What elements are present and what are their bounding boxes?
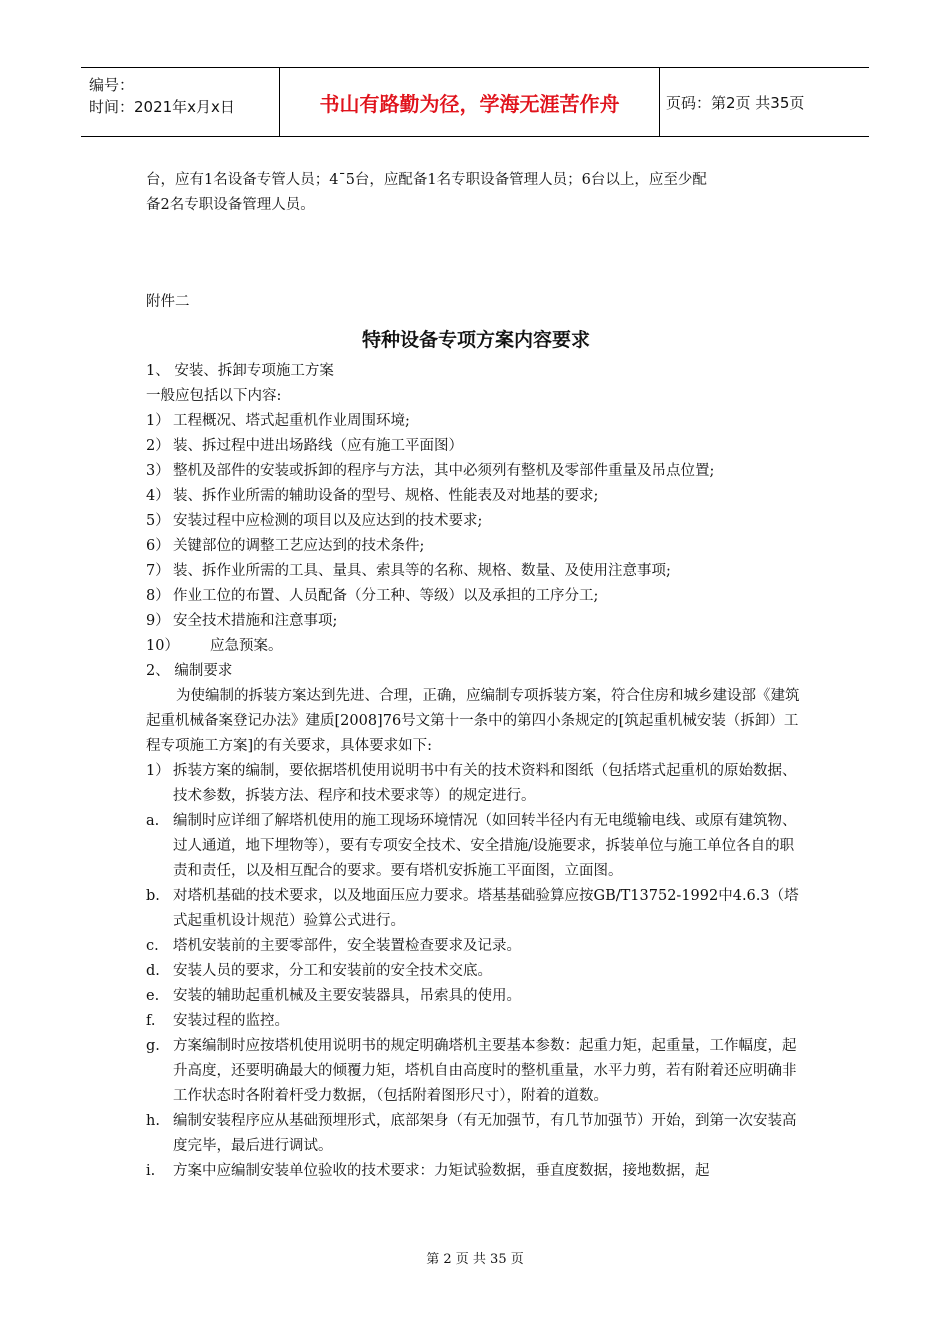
list-item xyxy=(146,759,806,809)
header-page-number: 页码：第2页 共35页 xyxy=(666,93,805,112)
list-item-text: 安装过程的监控。 xyxy=(173,1013,289,1029)
list-item-text: 装、拆作业所需的辅助设备的型号、规格、性能表及对地基的要求; xyxy=(173,488,599,504)
list-item-text: 方案中应编制安装单位验收的技术要求：力矩试验数据，垂直度数据，接地数据，起 xyxy=(173,1163,710,1179)
motto-text: 书山有路勤为径，学海无涯苦作舟 xyxy=(319,91,620,116)
list-item xyxy=(146,459,806,484)
list-item xyxy=(146,434,806,459)
list-item xyxy=(146,634,806,659)
list-item-number: 3） xyxy=(146,463,170,479)
list-item xyxy=(146,884,806,934)
section-1-list xyxy=(146,409,806,659)
list-item-number: f. xyxy=(146,1013,156,1029)
list-item xyxy=(146,959,806,984)
list-item xyxy=(146,559,806,584)
list-item-text: 装、拆过程中进出场路线（应有施工平面图） xyxy=(173,438,463,454)
list-item-number: i. xyxy=(146,1163,156,1179)
list-item-text: 作业工位的布置、人员配备（分工种、等级）以及承担的工序分工; xyxy=(173,588,599,604)
section-2-heading: 2、 编制要求 xyxy=(146,663,233,679)
list-item-number: b. xyxy=(146,888,160,904)
document-body xyxy=(146,168,806,1184)
list-item-number: g. xyxy=(146,1038,160,1054)
list-item-number: d. xyxy=(146,963,160,979)
list-item-text: 装、拆作业所需的工具、量具、索具等的名称、规格、数量、及使用注意事项; xyxy=(173,563,671,579)
document-title: 特种设备专项方案内容要求 xyxy=(361,329,590,351)
list-item-number: h. xyxy=(146,1113,160,1129)
header-meta-cell xyxy=(81,68,280,136)
list-item xyxy=(146,584,806,609)
list-item-text: 整机及部件的安装或拆卸的程序与方法，其中必须列有整机及零部件重量及吊点位置; xyxy=(173,463,715,479)
list-item xyxy=(146,484,806,509)
list-item-text: 编制时应详细了解塔机使用的施工现场环境情况（如回转半径内有无电缆输电线、或原有建筑物、过人通道，地下埋物等），要有专项安全技术、安全措施/设施要求，拆装单位与施工单位各自的职责和责任，以及相互配合的要求。要有塔机安拆施工平面图，立面图。 xyxy=(173,813,797,879)
list-item-number: 2） xyxy=(146,438,170,454)
list-item-text: 方案编制时应按塔机使用说明书的规定明确塔机主要基本参数：起重力矩，起重量，工作幅度，起升高度，还要明确最大的倾覆力矩，塔机自由高度时的整机重量，水平力剪，若有附着还应明确非工作状态时各附着杆受力数据，（包括附着图形尺寸），附着的道数。 xyxy=(173,1038,797,1104)
list-item-number: 7） xyxy=(146,563,170,579)
list-item xyxy=(146,984,806,1009)
document-number-label: 编号： xyxy=(89,76,135,94)
list-item xyxy=(146,509,806,534)
list-item-text: 工程概况、塔式起重机作业周围环境; xyxy=(173,413,410,429)
list-item xyxy=(146,1009,806,1034)
list-item-text: 安装的辅助起重机械及主要安装器具，吊索具的使用。 xyxy=(173,988,521,1004)
section-1-heading: 1、 安装、拆卸专项施工方案 xyxy=(146,363,334,379)
list-item-number: a. xyxy=(146,813,160,829)
list-item-number: 10） xyxy=(146,638,179,654)
list-item xyxy=(146,809,806,884)
list-item xyxy=(146,1034,806,1109)
list-item-number: c. xyxy=(146,938,159,954)
section-2-list xyxy=(146,759,806,1184)
list-item xyxy=(146,934,806,959)
document-date-label: 时间：2021年x月x日 xyxy=(89,98,235,116)
list-item xyxy=(146,409,806,434)
annex-label: 附件二 xyxy=(146,294,190,310)
list-item-number: 6） xyxy=(146,538,170,554)
list-item-text: 关键部位的调整工艺应达到的技术条件; xyxy=(173,538,425,554)
header-motto-cell xyxy=(280,68,660,136)
list-item-text: 塔机安装前的主要零部件，安全装置检查要求及记录。 xyxy=(173,938,521,954)
header-page-cell xyxy=(660,68,869,136)
list-item-text: 应急预案。 xyxy=(210,638,283,654)
list-item-number: 4） xyxy=(146,488,170,504)
list-item-text: 安装人员的要求，分工和安装前的安全技术交底。 xyxy=(173,963,492,979)
list-item-text: 安装过程中应检测的项目以及应达到的技术要求; xyxy=(173,513,483,529)
page-header xyxy=(81,67,869,137)
section-2-intro: 为使编制的拆装方案达到先进、合理，正确，应编制专项拆装方案，符合住房和城乡建设部《建筑起重机械备案登记办法》建质[2008]76号文第十一条中的第四小条规定的[筑起重机械安装（拆卸）工程专项施工方案]的有关要求，具体要求如下: xyxy=(146,688,800,754)
list-item xyxy=(146,1159,806,1184)
section-1-intro: 一般应包括以下内容: xyxy=(146,388,282,404)
page-footer: 第 2 页 共 35 页 xyxy=(426,1252,524,1267)
list-item-text: 对塔机基础的技术要求，以及地面压应力要求。塔基基础验算应按GB/T13752-1992中4.6.3（塔式起重机设计规范）验算公式进行。 xyxy=(173,888,799,929)
list-item-number: 1） xyxy=(146,413,170,429)
list-item-number: 9） xyxy=(146,613,170,629)
list-item xyxy=(146,534,806,559)
list-item-number: 1） xyxy=(146,763,170,779)
lead-line-2: 备2名专职设备管理人员。 xyxy=(146,197,315,213)
list-item-text: 拆装方案的编制，要依据塔机使用说明书中有关的技术资料和图纸（包括塔式起重机的原始数据、技术参数，拆装方法、程序和技术要求等）的规定进行。 xyxy=(173,763,797,804)
lead-line-1: 台，应有1名设备专管人员；4¯5台，应配备1名专职设备管理人员；6台以上，应至少配 xyxy=(146,172,707,188)
list-item-number: 5） xyxy=(146,513,170,529)
list-item-number: e. xyxy=(146,988,160,1004)
list-item-number: 8） xyxy=(146,588,170,604)
list-item xyxy=(146,609,806,634)
list-item-text: 安全技术措施和注意事项; xyxy=(173,613,338,629)
list-item-text: 编制安装程序应从基础预埋形式，底部架身（有无加强节，有几节加强节）开始，到第一次安装高度完毕，最后进行调试。 xyxy=(173,1113,797,1154)
list-item xyxy=(146,1109,806,1159)
